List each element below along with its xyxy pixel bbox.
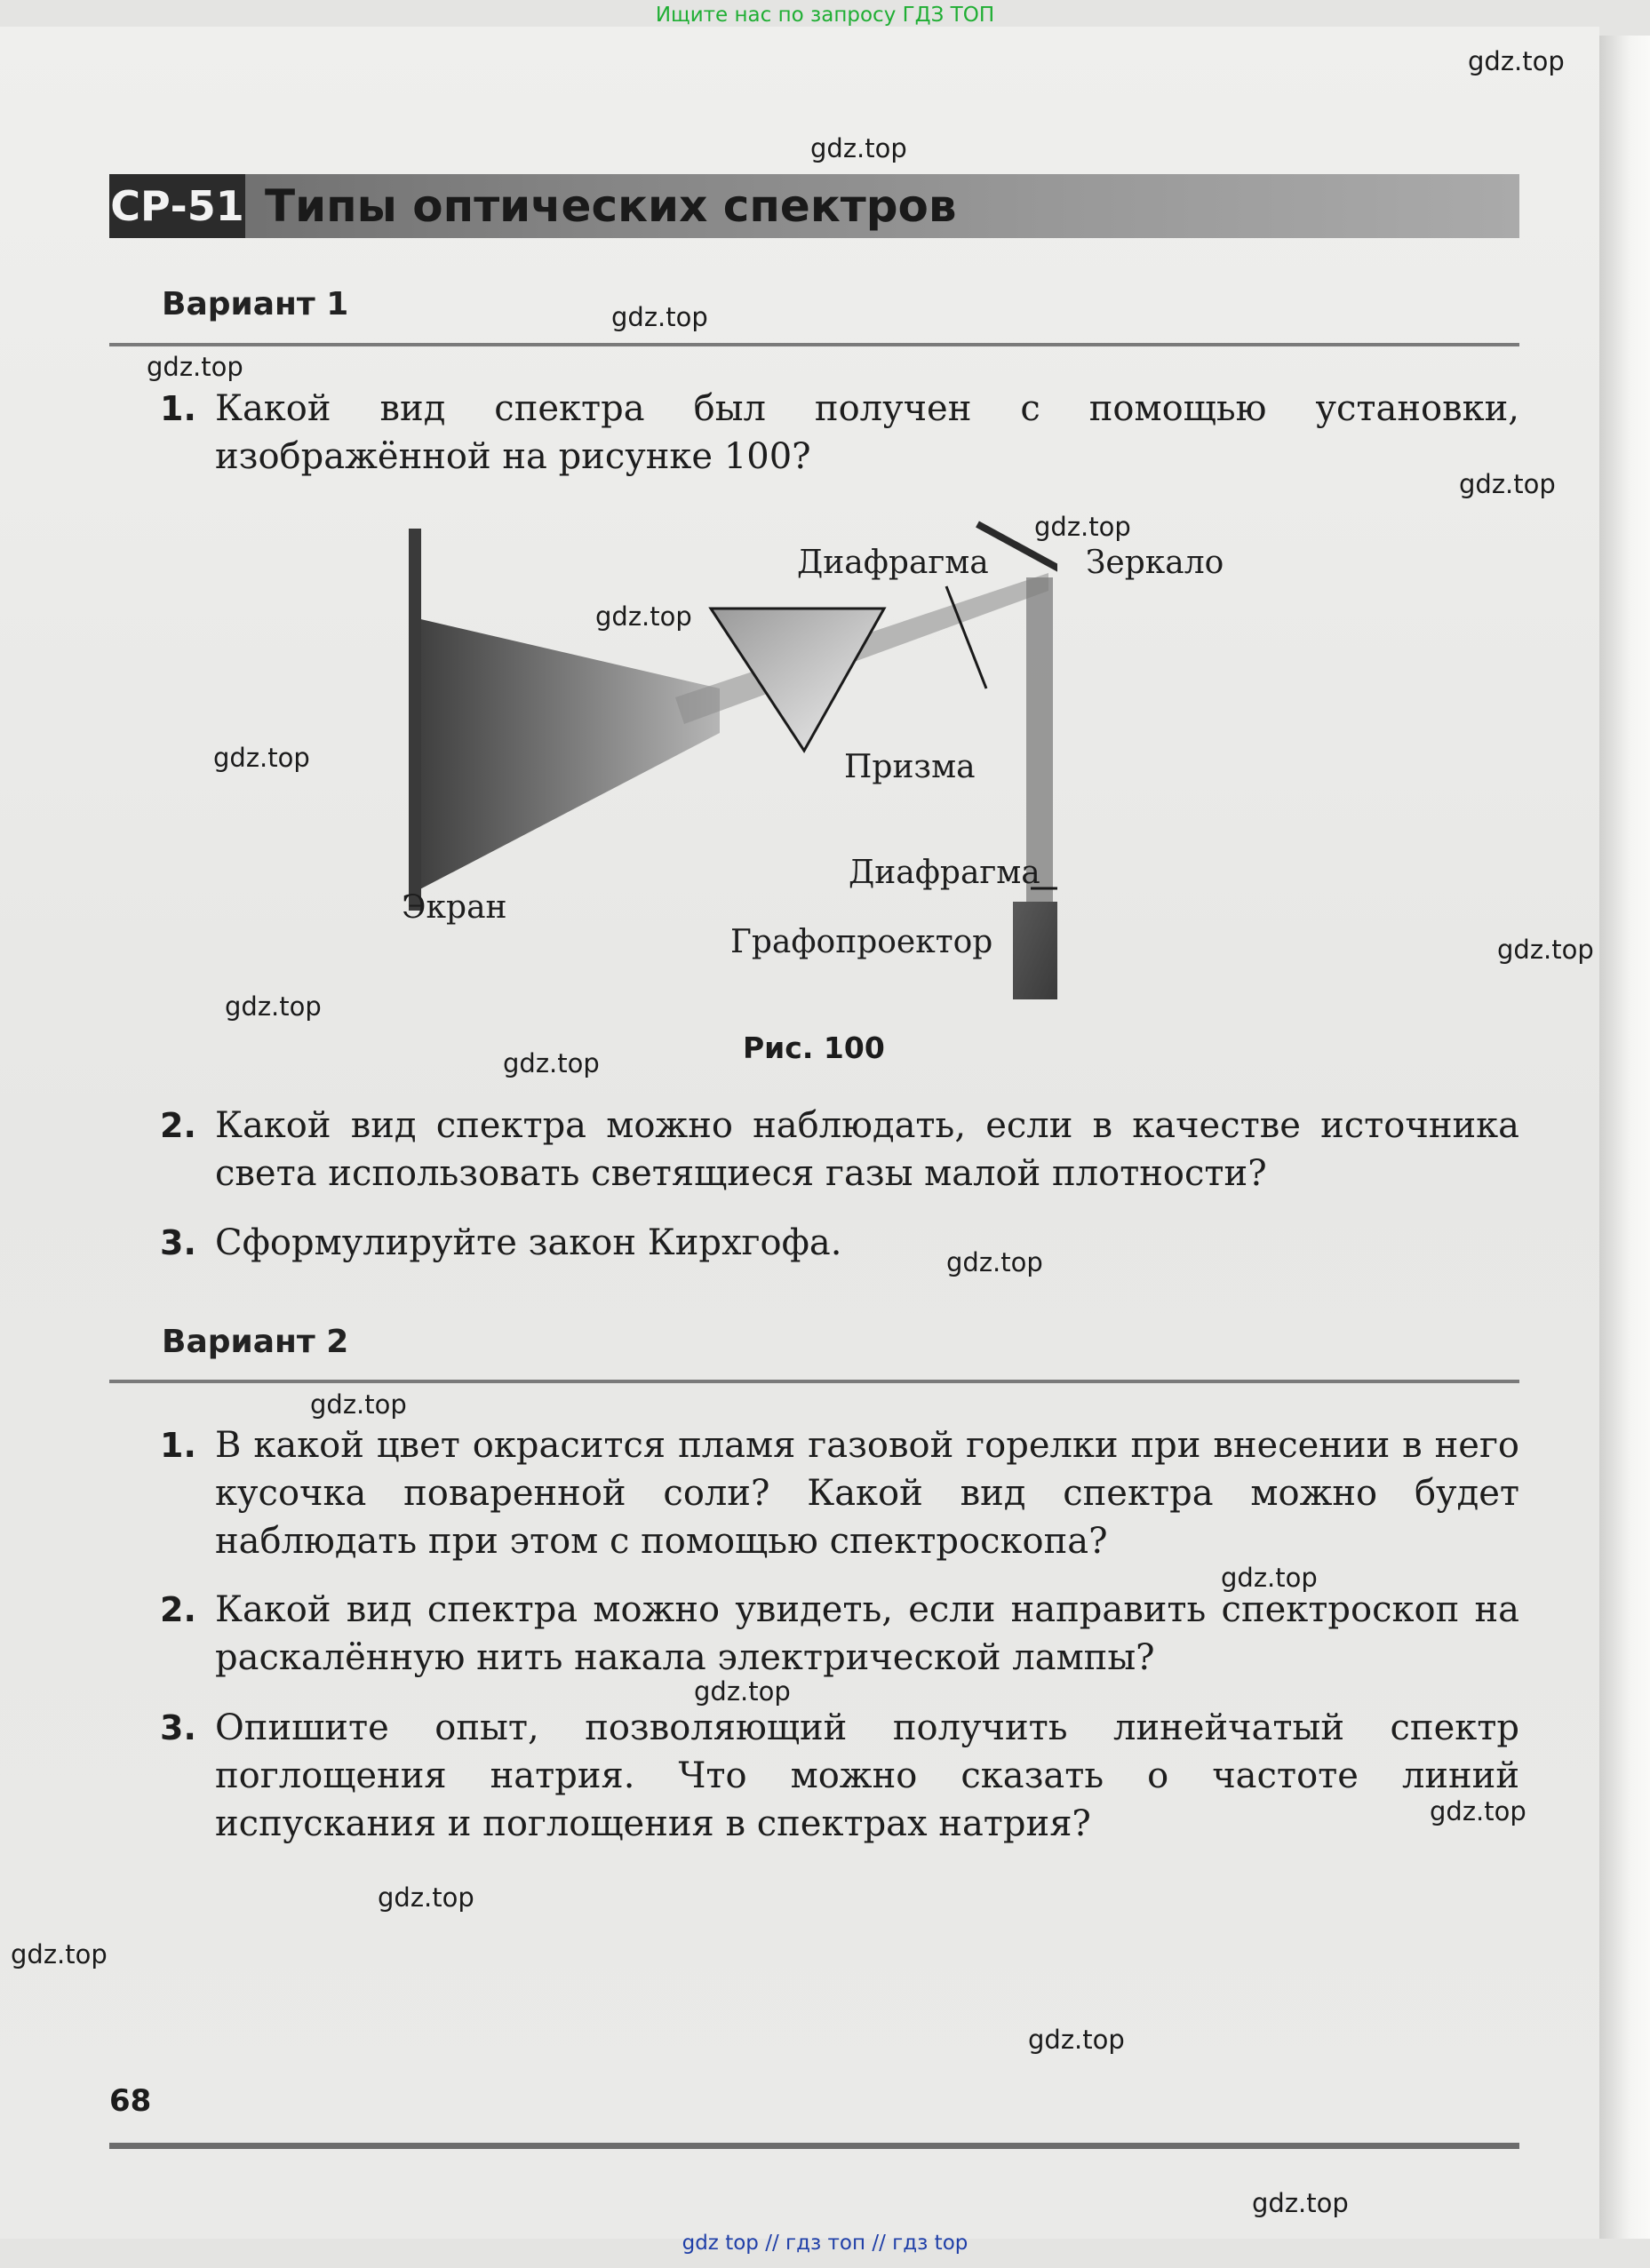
label-screen: Экран (402, 889, 507, 926)
section-code: СР-51 (109, 174, 245, 238)
label-diaphragm-bottom: Диафрагма (849, 855, 1040, 891)
question-text: Какой вид спектра можно увидеть, если направить спектроскоп на раскалённую нить накала электрической лампы? (215, 1589, 1519, 1678)
watermark: gdz.top (595, 601, 692, 632)
label-prism: Призма (844, 749, 976, 785)
watermark: gdz.top (1459, 469, 1556, 499)
question-number: 3. (160, 1223, 196, 1262)
question-number: 2. (160, 1106, 196, 1145)
label-diaphragm-top: Диафрагма (797, 545, 989, 581)
question-number: 1. (160, 389, 196, 428)
variant-2-question-1 (160, 1421, 1519, 1565)
figure-caption: Рис. 100 (743, 1031, 885, 1065)
page-number: 68 (109, 2083, 152, 2119)
variant-2-heading: Вариант 2 (162, 1324, 349, 1360)
watermark: gdz.top (1028, 2025, 1125, 2055)
label-projector: Графопроектор (730, 924, 993, 960)
section-title: Типы оптических спектров (265, 180, 957, 232)
question-number: 1. (160, 1426, 196, 1465)
question-text: Какой вид спектра был получен с помощью установки, изображённой на рисунке 100? (215, 388, 1519, 477)
watermark: gdz.top (310, 1389, 407, 1420)
variant-1-rule (109, 343, 1519, 346)
question-text: Сформулируйте закон Кирхгофа. (215, 1222, 842, 1263)
watermark: gdz.top (503, 1048, 600, 1078)
watermark: gdz.top (378, 1882, 474, 1913)
watermark: gdz.top (1034, 512, 1131, 542)
overhead-projector (1013, 902, 1057, 999)
watermark: gdz.top (1252, 2188, 1349, 2218)
question-number: 3. (160, 1708, 196, 1747)
watermark: gdz.top (1221, 1563, 1318, 1593)
watermark: gdz.top (225, 991, 322, 1022)
label-mirror: Зеркало (1086, 545, 1224, 581)
watermark: gdz.top (694, 1676, 791, 1707)
question-text: Опишите опыт, позволяющий получить линейчатый спектр поглощения натрия. Что можно сказать о частоте линий испускания и поглощения в спектрах натрия? (215, 1707, 1519, 1844)
search-banner-link[interactable]: Ищите нас по запросу ГДЗ ТОП (655, 4, 995, 27)
page-edge (1599, 36, 1650, 2239)
watermark: gdz.top (1430, 1796, 1526, 1826)
watermark: gdz.top (147, 352, 243, 382)
variant-1-question-2 (160, 1102, 1519, 1198)
watermark: gdz.top (213, 743, 310, 773)
watermark: gdz.top (1497, 935, 1594, 965)
variant-2-rule (109, 1380, 1519, 1383)
watermark: gdz.top (810, 133, 907, 163)
footer-links[interactable]: gdz top // гдз топ // гдз top (682, 2232, 968, 2255)
spectrum-beam (413, 617, 720, 893)
screen (409, 529, 421, 911)
watermark: gdz.top (11, 1939, 108, 1970)
variant-1-heading: Вариант 1 (162, 286, 349, 322)
watermark: gdz.top (1468, 46, 1565, 76)
variant-2-question-3 (160, 1704, 1519, 1848)
question-text: В какой цвет окрасится пламя газовой горелки при внесении в него кусочка поваренной соли? Какой вид спектра можно будет наблюдать при этом с помощью спектроскопа? (215, 1425, 1519, 1562)
watermark: gdz.top (611, 302, 708, 332)
variant-1-question-3 (160, 1219, 1519, 1267)
question-number: 2. (160, 1590, 196, 1629)
variant-1-question-1 (160, 385, 1519, 481)
watermark: gdz.top (946, 1247, 1043, 1277)
question-text: Какой вид спектра можно наблюдать, если в качестве источника света использовать светящиеся газы малой плотности? (215, 1105, 1519, 1194)
bottom-rule (109, 2143, 1519, 2149)
variant-2-question-2 (160, 1586, 1519, 1682)
